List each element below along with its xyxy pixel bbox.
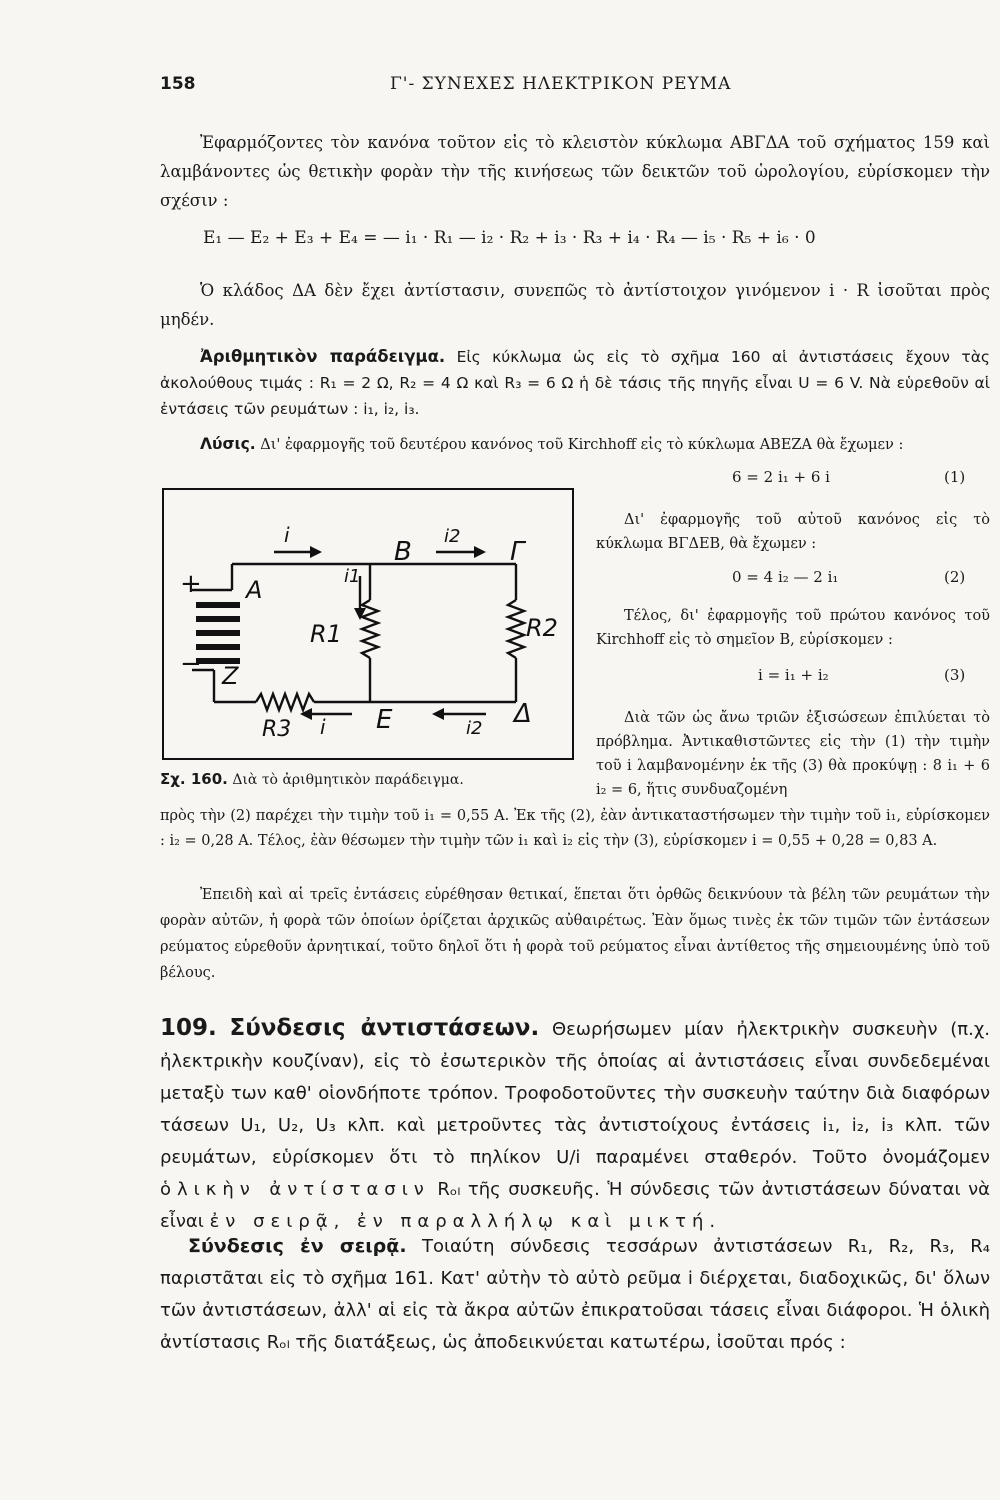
section-text-a: Θεωρήσωμεν μίαν ἠλεκτρικὴν συσκευὴν (π.χ. ἠλεκτρικὴν κουζίναν), εἰς τὸ ἐσωτερικὸν τῆς ὁποίας αἱ ἀντιστάσεις εἶναι συνδεδεμέναι μεταξὺ των καθ' οἱονδήποτε τρόπον. Τροφοδοτοῦντες τὴν συσκευὴν ταύτην διὰ διαφόρων τάσεων U₁, U₂, U₃ κλπ. καὶ μετροῦντες τὰς ἀντιστοίχους ἐντάσεις i₁, i₂, i₃ κλπ. τῶν ρευμάτων, εὑρίσκομεν ὅτι τὸ πηλίκον U/i παραμένει σταθερόν. Τοῦτο ὀνομάζομεν <box>160 1019 990 1168</box>
resistor-r2 <box>508 600 524 658</box>
kirchhoff-equation: E₁ — E₂ + E₃ + E₄ = — i₁ · R₁ — i₂ · R₂ + i₃ · R₃ + i₄ · R₄ — i₅ · R₅ + i₆ · 0 <box>203 228 816 248</box>
section-number: 109. <box>160 1015 217 1041</box>
battery-plate-2 <box>196 616 240 622</box>
label-i1: i1 <box>344 566 361 587</box>
section-title: Σύνδεσις ἀντιστάσεων. <box>229 1015 540 1041</box>
label-e: E <box>376 705 393 735</box>
label-d: Δ <box>514 699 532 729</box>
label-b: B <box>394 537 412 567</box>
label-z: Z <box>222 662 239 690</box>
series-text: Τοιαύτη σύνδεσις τεσσάρων ἀντιστάσεων R₁, R₂, R₃, R₄ παριστᾶται εἰς τὸ σχῆμα 161. Κατ' αὐτὴν τὸ αὐτὸ ρεῦμα i διέρχεται, διαδοχικῶς, δι' ὅλων τῶν ἀντιστάσεων, ἀλλ' αἱ εἰς τὰ ἄκρα αὐτῶν ἐπικρατοῦσαι τάσεις εἶναι διάφοροι. Ἡ ὁλικὴ ἀντίστασις Rₒₗ τῆς διατάξεως, ὡς ἀποδεικνύεται κατωτέρω, ἰσοῦται πρός : <box>160 1236 990 1353</box>
term-total-resistance: ὁλικὴν ἀντίστασιν <box>160 1179 430 1200</box>
equation-2-intro: Δι' ἐφαρμογῆς τοῦ αὐτοῦ κανόνος εἰς τὸ κύκλωμα ΒΓΔΕΒ, θὰ ἔχωμεν : <box>596 512 990 552</box>
solution-text: Δι' ἐφαρμογῆς τοῦ δευτέρου κανόνος τοῦ Kirchhoff εἰς τὸ κύκλωμα ΑΒΕΖΑ θὰ ἔχωμεν : <box>260 437 904 453</box>
label-a: A <box>246 576 263 604</box>
equation-1: 6 = 2 i₁ + 6 i <box>732 468 830 486</box>
arrowhead-i2-top <box>474 546 486 558</box>
section-109 <box>160 1012 990 1238</box>
intro-paragraph: Ἐφαρμόζοντες τὸν κανόνα τοῦτον εἰς τὸ κλειστὸν κύκλωμα ΑΒΓΔΑ τοῦ σχήματος 159 καὶ λαμβάνοντες ὡς θετικὴν φορὰν τὴν τῆς κινήσεως τῶν δεικτῶν τοῦ ὡρολογίου, εὑρίσκομεν τὴν σχέσιν : <box>160 133 990 210</box>
section-text-b: Rₒₗ τῆς συσκευῆς. Ἡ σύνδεσις τῶν ἀντιστάσεων δύναται νὰ εἶναι <box>160 1179 991 1232</box>
label-i: i <box>284 523 290 547</box>
figure-caption-text: Διὰ τὸ ἀριθμητικὸν παράδειγμα. <box>232 772 464 788</box>
label-r3: R3 <box>262 717 292 742</box>
page-number: 158 <box>160 74 196 94</box>
page-header <box>160 74 960 104</box>
circuit-figure <box>162 488 574 760</box>
equation-3-number: (3) <box>944 666 966 684</box>
label-i-bottom: i <box>320 715 326 739</box>
example-paragraph <box>160 344 990 422</box>
label-r1: R1 <box>310 620 342 648</box>
solution-paragraph <box>160 432 990 457</box>
solution-continuation: Διὰ τῶν ὡς ἄνω τριῶν ἐξισώσεων ἐπιλύεται τὸ πρόβλημα. Ἀντικαθιστῶντες εἰς τὴν (1) τὴν τιμὴν τοῦ i λαμβανομένην ἐκ τῆς (3) θὰ προκύψῃ : 8 i₁ + 6 i₂ = 6, ἥτις συνδυαζομένη <box>596 710 990 798</box>
label-g: Γ <box>510 537 525 567</box>
label-r2: R2 <box>526 614 558 642</box>
equation-1-number: (1) <box>944 468 966 486</box>
label-minus: − <box>180 649 202 679</box>
label-i2-bottom: i2 <box>466 718 483 739</box>
equation-2-number: (2) <box>944 568 966 586</box>
running-title: Γ'- ΣΥΝΕΧΕΣ ΗΛΕΚΤΡΙΚΟΝ ΡΕΥΜΑ <box>390 74 732 94</box>
label-plus: + <box>180 569 202 599</box>
results-paragraph: πρὸς τὴν (2) παρέχει τὴν τιμὴν τοῦ i₁ = 0,55 A. Ἐκ τῆς (2), ἐὰν ἀντικαταστήσωμεν τὴν τιμὴν τοῦ i₁, εὑρίσκομεν : i₂ = 0,28 A. Τέλος, ἐὰν θέσωμεν τὴν τιμὴν τῶν i₁ καὶ i₂ εἰς τὴν (3), εὑρίσκομεν i = 0,55 + 0,28 = 0,83 A. <box>160 808 990 849</box>
example-heading: Ἀριθμητικὸν παράδειγμα. <box>200 347 446 366</box>
resistor-r3 <box>256 694 314 710</box>
example-text: Εἰς κύκλωμα ὡς εἰς τὸ σχῆμα 160 αἱ ἀντιστάσεις ἔχουν τὰς ἀκολούθους τιμάς : R₁ = 2 Ω, R₂ = 4 Ω καὶ R₃ = 6 Ω ἡ δὲ τάσις τῆς πηγῆς εἶναι U = 6 V. Νὰ εὑρεθοῦν αἱ ἐντάσεις τῶν ρευμάτων : i₁, i₂, i₃. <box>160 348 991 418</box>
branch-note: Ὁ κλάδος ΔΑ δὲν ἔχει ἀντίστασιν, συνεπῶς τὸ ἀντίστοιχον γινόμενον i · R ἰσοῦται πρὸς μηδέν. <box>160 281 990 329</box>
battery-plate-4 <box>196 644 240 650</box>
battery-plate-3 <box>196 630 240 636</box>
sign-paragraph: Ἐπειδὴ καὶ αἱ τρεῖς ἐντάσεις εὑρέθησαν θετικαί, ἕπεται ὅτι ὀρθῶς δεικνύουν τὰ βέλη τῶν ρευμάτων τὴν φορὰν αὐτῶν, ἡ φορὰ τῶν ὁποίων ὁρίζεται ἀρχικῶς αὐθαιρέτως. Ἐὰν ὅμως τινὲς ἐκ τῶν τιμῶν τῶν ἐντάσεων ρεύματος εὑρεθοῦν ἀρνητικαί, τοῦτο δηλοῖ ὅτι ἡ φορὰ τοῦ ρεύματος εἶναι ἀντίθετος τῆς σημειουμένης ὑπὸ τοῦ βέλους. <box>160 887 990 981</box>
equation-3-intro: Τέλος, δι' ἐφαρμογῆς τοῦ πρώτου κανόνος τοῦ Kirchhoff εἰς τὸ σημεῖον Β, εὑρίσκομεν : <box>596 608 990 648</box>
label-i2-top: i2 <box>444 526 461 547</box>
circuit-diagram <box>164 490 572 758</box>
arrowhead-i2-bottom <box>432 708 444 720</box>
equation-2: 0 = 4 i₂ — 2 i₁ <box>732 568 839 586</box>
battery-plate-1 <box>196 602 240 608</box>
series-heading: Σύνδεσις ἐν σειρᾷ. <box>188 1235 407 1257</box>
term-connection-types: ἐν σειρᾷ, ἐν παραλλήλῳ καὶ μικτή. <box>209 1211 722 1232</box>
arrowhead-i <box>310 546 322 558</box>
series-connection-paragraph <box>160 1230 990 1359</box>
figure-caption-label: Σχ. 160. <box>160 770 228 788</box>
solution-heading: Λύσις. <box>200 435 256 453</box>
figure-caption <box>160 770 464 788</box>
equation-3: i = i₁ + i₂ <box>758 666 829 684</box>
